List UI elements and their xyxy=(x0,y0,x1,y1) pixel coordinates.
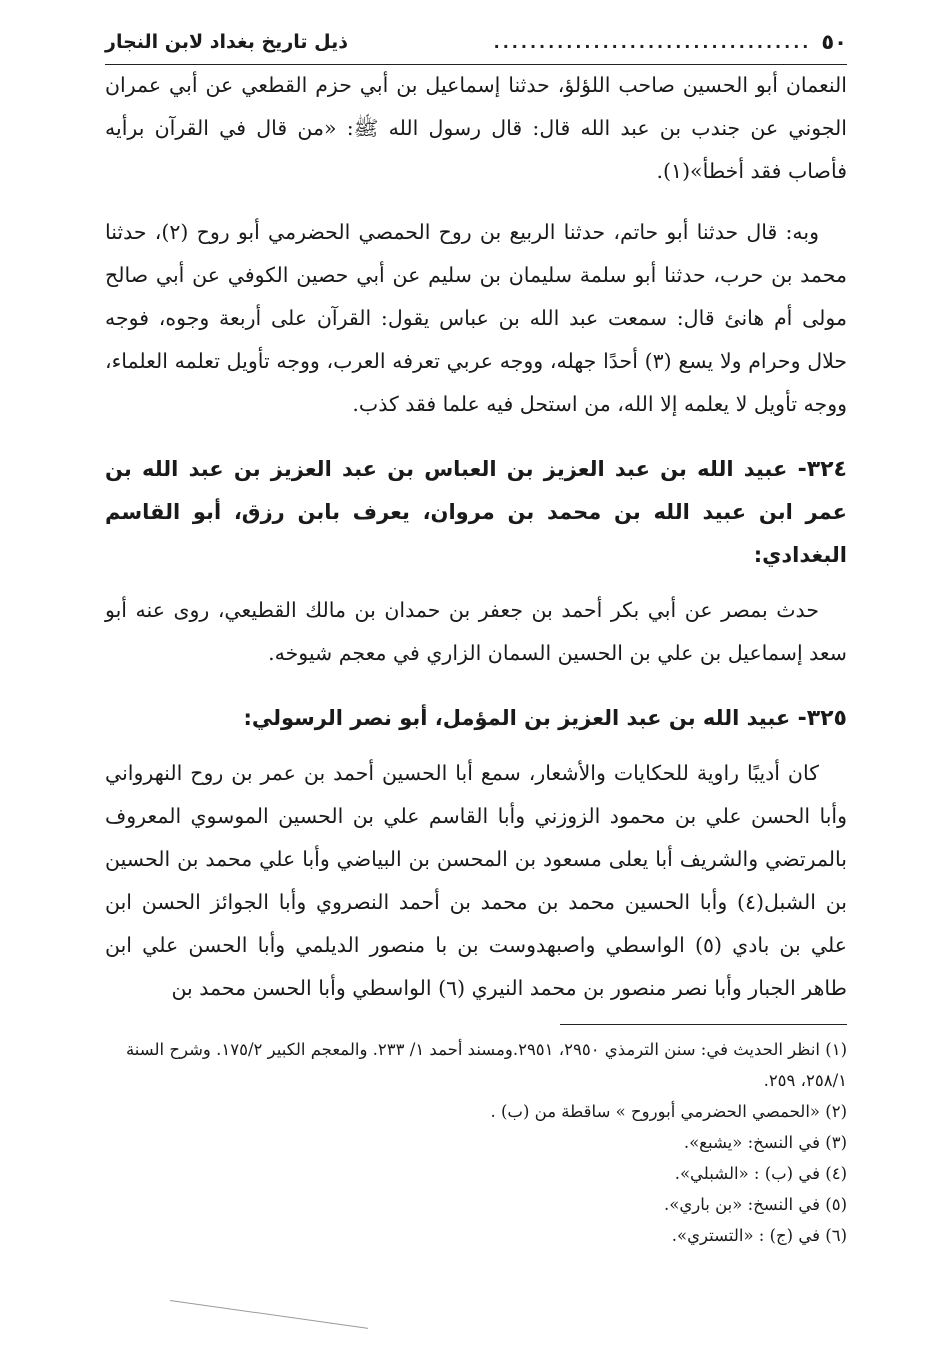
paragraph-continuation: النعمان أبو الحسين صاحب اللؤلؤ، حدثنا إسماعيل بن أبي حزم القطعي عن أبي عمران الجوني عن جندب بن عبد الله قال: قال رسول الله ﷺ: «من قال في القرآن برأيه فأصاب فقد أخطأ»(١). xyxy=(105,73,847,183)
entry-text-324: حدث بمصر عن أبي بكر أحمد بن جعفر بن حمدان بن مالك القطيعي، روى عنه أبو سعد إسماعيل بن علي بن الحسين السمان الزاري في معجم شيوخه. xyxy=(105,598,847,665)
entry-title: عبيد الله بن عبد العزيز بن المؤمل، أبو نصر الرسولي: xyxy=(243,706,791,730)
footnote-2: (٢) «الحمصي الحضرمي أبوروح » ساقطة من (ب) . xyxy=(490,1102,847,1121)
entry-number: ٣٢٥- xyxy=(797,706,847,731)
footnote-5: (٥) في النسخ: «بن باري». xyxy=(664,1195,847,1214)
footnote-separator xyxy=(560,1024,847,1025)
footnotes xyxy=(105,1034,847,1251)
footnote-4: (٤) في (ب) : «الشبلي». xyxy=(674,1164,847,1183)
entry-heading-325 xyxy=(105,697,847,740)
entry-text-325: كان أديبًا راوية للحكايات والأشعار، سمع أبا الحسين أحمد بن عمر بن روح النهرواني وأبا الحسن علي بن محمود الزوزني وأبا القاسم علي بن الحسين الموسوي المعروف بالمرتضي والشريف أبا يعلى مسعود بن المحسن بن البياضي وأبا علي محمد بن الحسين بن الشبل(٤) وأبا الحسين محمد بن محمد بن أحمد النصروي وأبا الجوائز الحسن ابن علي بن بادي (٥) الواسطي واصبهدوست بن با منصور الديلمي وأبا الحسن علي ابن طاهر الجبار وأبا نصر منصور بن محمد النيري (٦) الواسطي وأبا الحسن محمد بن xyxy=(105,761,848,1000)
page-number: ٥٠ xyxy=(821,30,847,54)
footnote-6: (٦) في (ج) : «التستري». xyxy=(671,1226,847,1245)
footnote-1: (١) انظر الحديث في: سنن الترمذي ٢٩٥٠، ٢٩٥١.ومسند أحمد ١/ ٢٣٣. والمعجم الكبير ١٧٥/٢. وشرح السنة ٢٥٨/١، ٢٥٩. xyxy=(125,1040,847,1090)
main-text xyxy=(105,64,847,1010)
running-title: ذيل تاريخ بغداد لابن النجار xyxy=(105,31,348,53)
page-header xyxy=(105,22,847,65)
entry-title: عبيد الله بن عبد العزيز بن العباس بن عبد العزيز بن عبد الله بن عمر ابن عبيد الله بن محمد بن مروان، يعرف بابن رزق، أبو القاسم البغدادي: xyxy=(105,457,847,567)
paragraph-hadith: وبه: قال حدثنا أبو حاتم، حدثنا الربيع بن روح الحمصي الحضرمي أبو روح (٢)، حدثنا محمد بن حرب، حدثنا أبو سلمة سليمان بن سليم عن أبي حصين الكوفي عن أبي صالح مولى أم هانئ قال: سمعت عبد الله بن عباس يقول: القرآن على أربعة وجوه، فوجه حلال وحرام ولا يسع (٣) أحدًا جهله، ووجه عربي تعرفه العرب، ووجه تأويل تعلمه العلماء، ووجه تأويل لا يعلمه إلا الله، من استحل فيه علما فقد كذب. xyxy=(105,220,847,416)
header-leader: ................................... xyxy=(493,32,812,52)
footnote-3: (٣) في النسخ: «يشبع». xyxy=(683,1133,847,1152)
entry-number: ٣٢٤- xyxy=(797,457,847,482)
scan-artifact-line xyxy=(170,1300,368,1329)
entry-heading-324 xyxy=(105,448,847,577)
